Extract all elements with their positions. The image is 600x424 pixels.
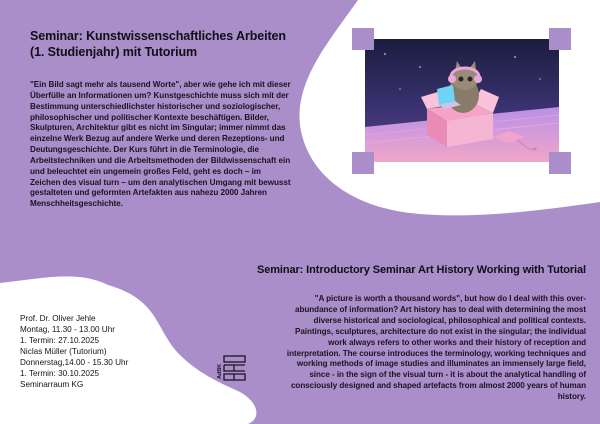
seminar-description-de: "Ein Bild sagt mehr als tausend Worte", aber wie gehe ich mit dieser Überfülle an Informationen um? Kunstgeschichte muss sich mit der Bestimmung unterschiedlichster historischer und soziologischer, philosophischer und politischer Kontexte beschäftigen. Bilder, Skulpturen, Architektur gibt es nicht im Singular; immer nimmt das einzelne Werk Bezug auf andere Werke und deren Rezeptions- und Deutungsgeschichte. Der Kurs führt in die Terminologie, die Arbeitstechniken und die Arbeitsmethoden der Bildwissenschaft ein und beleuchtet ein ungemein großes Feld, geht es doch – im Zeichen des visual turn – um den analytischen Umgang mit bewusst gestalteten und geformten Artefakten aus nahezu 2000 Jahren Menschheitsgeschichte.: [30, 80, 291, 209]
lecturer-name: Prof. Dr. Oliver Jehle: [20, 314, 96, 323]
tutorial-first-date: 1. Termin: 30.10.2025: [20, 369, 100, 378]
lecture-first-date: 1. Termin: 27.10.2025: [20, 336, 100, 345]
title-de-line2: (1. Studienjahr) mit Tutorium: [30, 44, 198, 59]
seminar-description-en: "A picture is worth a thousand words", but how do I deal with this over-abundance of information? Art history has to deal with determining the most diverse historical and sociological, philosophical and political contexts. Paintings, sculptures, architecture do not exist in the singular; the individual work always refers to other works and their history of reception and interpretation. The course introduces the terminology, working techniques and working methods of image studies and illuminates an immensely large field, since - in the sign of the visual turn - it is about the analytical handling of consciously designed and shaped artefacts from almost 2000 years of human history.: [286, 294, 586, 402]
schedule-info: [20, 313, 128, 390]
lecture-time: Montag, 11.30 - 13.00 Uhr: [20, 325, 115, 334]
tutor-name: Niclas Müller (Tutorium): [20, 347, 107, 356]
adbk-logo-icon: [216, 355, 248, 381]
seminar-title-en: Seminar: Introductory Seminar Art History Working with Tutorial: [256, 264, 586, 276]
room: Seminarraum KG: [20, 380, 84, 389]
logo-side-text: AdBK: [217, 363, 223, 379]
tutorial-time: Donnerstag,14.00 - 15.30 Uhr: [20, 358, 129, 367]
title-de-line1: Seminar: Kunstwissenschaftliches Arbeiten: [30, 29, 286, 43]
